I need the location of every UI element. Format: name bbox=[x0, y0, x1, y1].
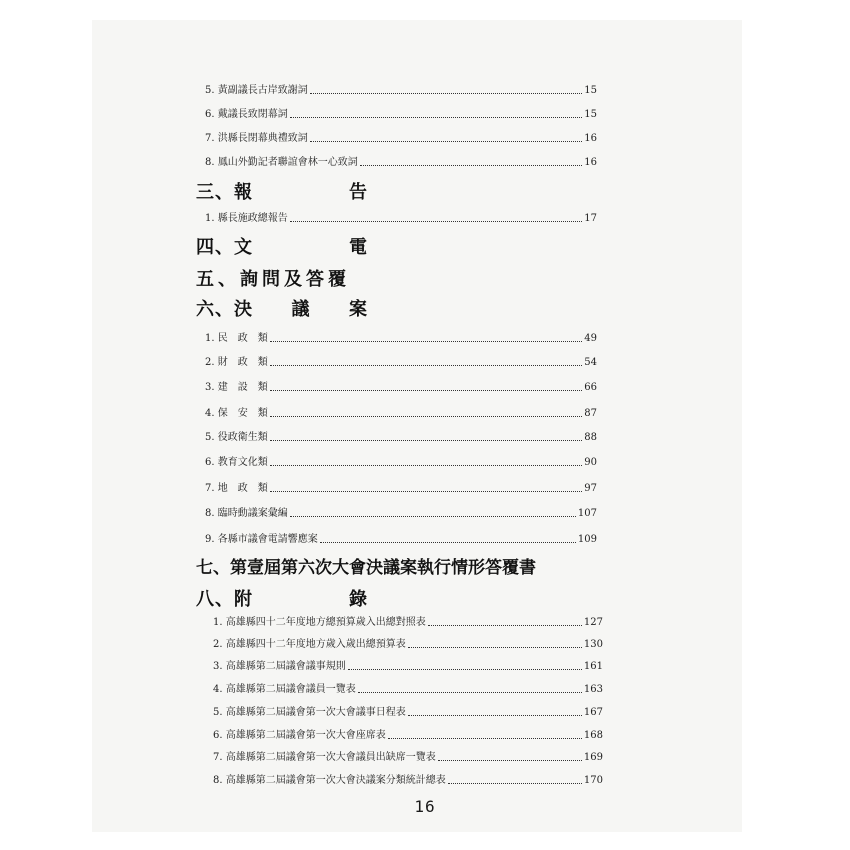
entry-page: 168 bbox=[583, 730, 603, 741]
entry-page: 15 bbox=[584, 85, 597, 96]
toc-entry[interactable] bbox=[213, 637, 603, 651]
entry-page: 97 bbox=[584, 483, 597, 494]
toc-entry[interactable] bbox=[213, 659, 603, 673]
entry-page: 90 bbox=[584, 457, 597, 468]
dot-leader bbox=[408, 647, 582, 648]
entry-page: 163 bbox=[583, 684, 603, 695]
dot-leader bbox=[270, 341, 583, 342]
entry-page: 107 bbox=[577, 508, 597, 519]
dot-leader bbox=[270, 390, 583, 391]
dot-leader bbox=[290, 221, 583, 222]
section-heading-6 bbox=[196, 299, 368, 321]
toc-entry[interactable] bbox=[205, 211, 597, 225]
dot-leader bbox=[270, 491, 583, 492]
entry-page: 169 bbox=[583, 752, 603, 763]
entry-label: 1. 高雄縣四十二年度地方總預算歲入出總對照表 bbox=[213, 617, 426, 628]
entry-label: 7. 地 政 類 bbox=[205, 483, 268, 494]
heading-text: 三、報 bbox=[196, 182, 253, 203]
entry-label: 5. 役政衛生類 bbox=[205, 432, 268, 443]
entry-label: 8. 高雄縣第二屆議會第一次大會決議案分類統計總表 bbox=[213, 775, 446, 786]
entry-label: 9. 各縣市議會電請響應案 bbox=[205, 534, 318, 545]
dot-leader bbox=[270, 416, 583, 417]
heading-text: 四、文 bbox=[196, 237, 253, 258]
dot-leader bbox=[358, 692, 582, 693]
entry-page: 127 bbox=[583, 617, 603, 628]
heading-text: 錄 bbox=[349, 589, 368, 610]
entry-page: 49 bbox=[584, 333, 597, 344]
toc-entry[interactable] bbox=[205, 481, 597, 495]
dot-leader bbox=[348, 669, 582, 670]
heading-text: 議 bbox=[291, 299, 311, 320]
entry-page: 130 bbox=[583, 639, 603, 650]
entry-label: 7. 洪縣長閉幕典禮致詞 bbox=[205, 133, 308, 144]
toc-entry[interactable] bbox=[205, 83, 597, 97]
entry-page: 66 bbox=[584, 382, 597, 393]
entry-page: 17 bbox=[584, 213, 597, 224]
dot-leader bbox=[290, 516, 576, 517]
page-number: 16 bbox=[414, 797, 436, 816]
dot-leader bbox=[270, 365, 583, 366]
toc-entry[interactable] bbox=[213, 728, 603, 742]
toc-entry[interactable] bbox=[213, 682, 603, 696]
entry-page: 87 bbox=[584, 408, 597, 419]
entry-label: 3. 高雄縣第二屆議會議事規則 bbox=[213, 661, 346, 672]
toc-entry[interactable] bbox=[205, 355, 597, 369]
toc-entry[interactable] bbox=[213, 773, 603, 787]
dot-leader bbox=[320, 542, 576, 543]
entry-label: 3. 建 設 類 bbox=[205, 382, 268, 393]
entry-label: 4. 保 安 類 bbox=[205, 408, 268, 419]
entry-label: 8. 臨時動議案彙編 bbox=[205, 508, 288, 519]
entry-label: 5. 黃副議長古岸致謝詞 bbox=[205, 85, 308, 96]
entry-label: 2. 高雄縣四十二年度地方歲入歲出總預算表 bbox=[213, 639, 406, 650]
toc-entry[interactable] bbox=[205, 430, 597, 444]
toc-entry[interactable] bbox=[213, 705, 603, 719]
entry-label: 4. 高雄縣第二屆議會議員一覽表 bbox=[213, 684, 356, 695]
dot-leader bbox=[360, 165, 583, 166]
section-heading-8 bbox=[196, 589, 368, 611]
toc-entry[interactable] bbox=[205, 455, 597, 469]
entry-page: 167 bbox=[583, 707, 603, 718]
heading-text: 電 bbox=[349, 237, 368, 258]
entry-label: 6. 戴議長致閉幕詞 bbox=[205, 109, 288, 120]
heading-text: 案 bbox=[349, 299, 368, 320]
entry-label: 6. 高雄縣第二屆議會第一次大會座席表 bbox=[213, 730, 386, 741]
entry-page: 109 bbox=[577, 534, 597, 545]
dot-leader bbox=[270, 465, 583, 466]
entry-page: 161 bbox=[583, 661, 603, 672]
toc-entry[interactable] bbox=[213, 750, 603, 764]
section-heading-5 bbox=[196, 269, 368, 291]
dot-leader bbox=[448, 783, 582, 784]
heading-text: 八、附 bbox=[196, 589, 253, 610]
heading-text: 五、詢問及答覆 bbox=[196, 269, 350, 290]
heading-text: 六、決 bbox=[196, 299, 253, 320]
toc-entry[interactable] bbox=[205, 155, 597, 169]
dot-leader bbox=[428, 625, 582, 626]
entry-page: 16 bbox=[584, 157, 597, 168]
entry-page: 54 bbox=[584, 357, 597, 368]
entry-label: 6. 教育文化類 bbox=[205, 457, 268, 468]
toc-entry[interactable] bbox=[205, 532, 597, 546]
entry-label: 7. 高雄縣第二屆議會第一次大會議員出缺席一覽表 bbox=[213, 752, 436, 763]
heading-text: 七、第壹屆第六次大會決議案執行情形答覆書 bbox=[196, 558, 536, 578]
entry-label: 5. 高雄縣第二屆議會第一次大會議事日程表 bbox=[213, 707, 406, 718]
entry-page: 88 bbox=[584, 432, 597, 443]
entry-label: 2. 財 政 類 bbox=[205, 357, 268, 368]
entry-page: 15 bbox=[584, 109, 597, 120]
toc-entry[interactable] bbox=[205, 506, 597, 520]
toc-entry[interactable] bbox=[205, 107, 597, 121]
dot-leader bbox=[408, 715, 582, 716]
heading-text: 告 bbox=[349, 182, 368, 203]
dot-leader bbox=[270, 440, 583, 441]
dot-leader bbox=[388, 738, 582, 739]
toc-entry[interactable] bbox=[213, 615, 603, 629]
entry-label: 8. 鳳山外勤記者聯誼會林一心致詞 bbox=[205, 157, 358, 168]
section-heading-7 bbox=[196, 557, 596, 579]
dot-leader bbox=[438, 760, 582, 761]
entry-label: 1. 民 政 類 bbox=[205, 333, 268, 344]
toc-entry[interactable] bbox=[205, 131, 597, 145]
entry-page: 16 bbox=[584, 133, 597, 144]
dot-leader bbox=[310, 141, 583, 142]
entry-page: 170 bbox=[583, 775, 603, 786]
section-heading-4 bbox=[196, 237, 368, 259]
dot-leader bbox=[310, 93, 583, 94]
section-heading-3 bbox=[196, 182, 368, 204]
dot-leader bbox=[290, 117, 583, 118]
entry-label: 1. 縣長施政總報告 bbox=[205, 213, 288, 224]
toc-entry[interactable] bbox=[205, 380, 597, 394]
toc-entry[interactable] bbox=[205, 331, 597, 345]
toc-entry[interactable] bbox=[205, 406, 597, 420]
